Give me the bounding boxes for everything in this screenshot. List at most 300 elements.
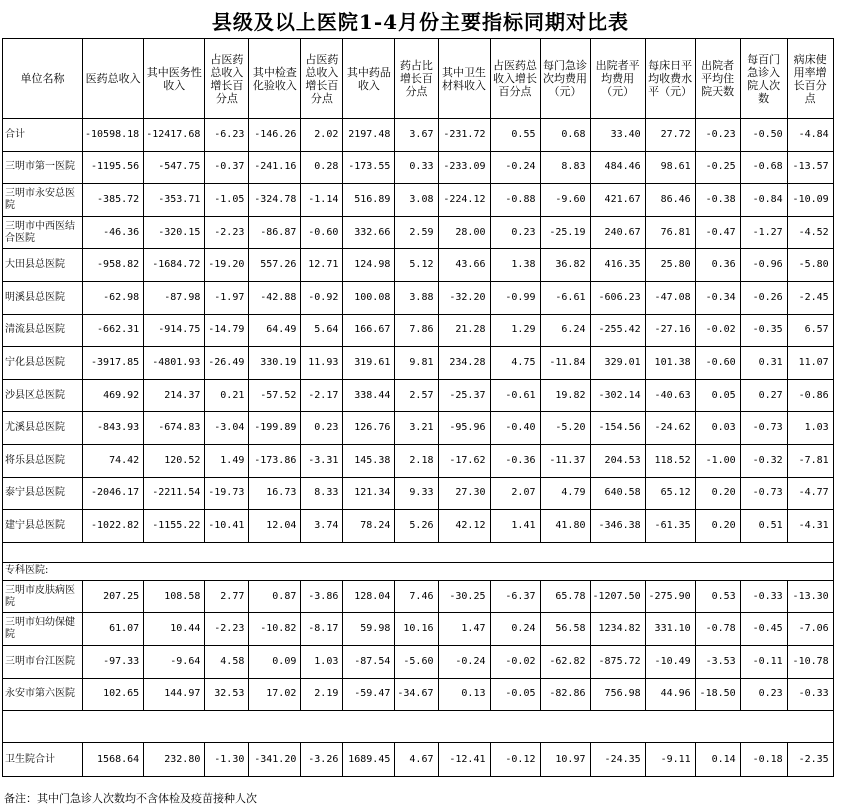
value-cell: -346.38 [590,510,645,543]
value-cell: 329.01 [590,347,645,380]
value-cell: 144.97 [144,678,205,711]
value-cell: -6.37 [490,580,540,613]
value-cell: 100.08 [343,281,395,314]
value-cell: 1.03 [301,645,343,678]
column-header: 占医药总收入增长百分点 [301,39,343,119]
value-cell: -224.12 [438,184,490,217]
value-cell: -0.24 [490,151,540,184]
value-cell: -1.27 [740,216,787,249]
value-cell: 3.74 [301,510,343,543]
value-cell: -24.62 [645,412,695,445]
value-cell: -0.78 [695,613,740,646]
value-cell: -0.02 [695,314,740,347]
value-cell: 7.86 [395,314,438,347]
value-cell: -57.52 [249,379,301,412]
value-cell: 2.59 [395,216,438,249]
value-cell: -2.45 [787,281,833,314]
footnote: 备注：其中门急诊人次数均不含体检及疫苗接种人次 [4,792,257,805]
value-cell: -4.77 [787,477,833,510]
table-row [3,477,834,510]
value-cell: -662.31 [83,314,144,347]
value-cell: -958.82 [83,249,144,282]
value-cell: 28.00 [438,216,490,249]
table-row [3,510,834,543]
unit-name-cell: 将乐县总医院 [3,444,83,477]
value-cell: 0.23 [301,412,343,445]
column-header: 占医药总收入增长百分点 [205,39,249,119]
value-cell: -17.62 [438,444,490,477]
value-cell: 3.21 [395,412,438,445]
value-cell: -3.04 [205,412,249,445]
value-cell: 11.07 [787,347,833,380]
value-cell: -0.38 [695,184,740,217]
value-cell: 0.03 [695,412,740,445]
value-cell: -9.64 [144,645,205,678]
indicator-table [2,38,834,777]
value-cell: 4.75 [490,347,540,380]
value-cell: 1.38 [490,249,540,282]
value-cell: -2.23 [205,613,249,646]
value-cell: 214.37 [144,379,205,412]
value-cell: 0.33 [395,151,438,184]
value-cell: 3.67 [395,119,438,152]
column-header: 其中卫生材料收入 [438,39,490,119]
value-cell: 19.82 [540,379,590,412]
column-header: 单位名称 [3,39,83,119]
value-cell: 120.52 [144,444,205,477]
value-cell: 0.31 [740,347,787,380]
value-cell: -0.37 [205,151,249,184]
unit-name-cell: 宁化县总医院 [3,347,83,380]
value-cell: 240.67 [590,216,645,249]
unit-name-cell: 清流县总医院 [3,314,83,347]
value-cell: 0.14 [695,743,740,777]
value-cell: -0.40 [490,412,540,445]
value-cell: -674.83 [144,412,205,445]
spacer-cell [3,542,834,562]
value-cell: -47.08 [645,281,695,314]
value-cell: -10.09 [787,184,833,217]
value-cell: -0.47 [695,216,740,249]
value-cell: -82.86 [540,678,590,711]
value-cell: -2211.54 [144,477,205,510]
column-header: 出院者平均费用（元） [590,39,645,119]
value-cell: 1.49 [205,444,249,477]
value-cell: 12.71 [301,249,343,282]
unit-name-cell: 三明市妇幼保健院 [3,613,83,646]
value-cell: -0.99 [490,281,540,314]
value-cell: -3.26 [301,743,343,777]
value-cell: -42.88 [249,281,301,314]
value-cell: -1155.22 [144,510,205,543]
value-cell: -86.87 [249,216,301,249]
table-row [3,249,834,282]
column-header: 药占比增长百分点 [395,39,438,119]
value-cell: 0.55 [490,119,540,152]
value-cell: 0.28 [301,151,343,184]
value-cell: -4.84 [787,119,833,152]
value-cell: 108.58 [144,580,205,613]
value-cell: -241.16 [249,151,301,184]
value-cell: -0.18 [740,743,787,777]
value-cell: 126.76 [343,412,395,445]
value-cell: -46.36 [83,216,144,249]
value-cell: -0.84 [740,184,787,217]
value-cell: -27.16 [645,314,695,347]
value-cell: 3.08 [395,184,438,217]
value-cell: -13.30 [787,580,833,613]
value-cell: 78.24 [343,510,395,543]
value-cell: 0.27 [740,379,787,412]
value-cell: 2.18 [395,444,438,477]
value-cell: -95.96 [438,412,490,445]
value-cell: -1022.82 [83,510,144,543]
table-row [3,281,834,314]
value-cell: -0.88 [490,184,540,217]
page-title: 县级及以上医院1-4月份主要指标同期对比表 [211,10,630,34]
value-cell: -32.20 [438,281,490,314]
value-cell: 0.68 [540,119,590,152]
unit-name-cell: 三明市中西医结合医院 [3,216,83,249]
value-cell: 61.07 [83,613,144,646]
value-cell: 12.04 [249,510,301,543]
value-cell: -0.86 [787,379,833,412]
value-cell: -11.84 [540,347,590,380]
value-cell: 330.19 [249,347,301,380]
value-cell: 1.03 [787,412,833,445]
value-cell: 56.58 [540,613,590,646]
table-row [3,119,834,152]
value-cell: 3.88 [395,281,438,314]
value-cell: -10598.18 [83,119,144,152]
value-cell: -302.14 [590,379,645,412]
value-cell: -914.75 [144,314,205,347]
table-row [3,412,834,445]
unit-name-cell: 建宁县总医院 [3,510,83,543]
value-cell: -24.35 [590,743,645,777]
value-cell: -12417.68 [144,119,205,152]
section-row [3,542,834,562]
value-cell: 36.82 [540,249,590,282]
value-cell: -1207.50 [590,580,645,613]
section-row [3,562,834,580]
value-cell: -25.37 [438,379,490,412]
value-cell: -6.23 [205,119,249,152]
value-cell: -6.61 [540,281,590,314]
value-cell: 121.34 [343,477,395,510]
value-cell: 0.20 [695,477,740,510]
value-cell: -0.11 [740,645,787,678]
value-cell: -1.14 [301,184,343,217]
column-header: 出院者平均住院天数 [695,39,740,119]
value-cell: 21.28 [438,314,490,347]
value-cell: -0.92 [301,281,343,314]
value-cell: 204.53 [590,444,645,477]
value-cell: -61.35 [645,510,695,543]
value-cell: 27.72 [645,119,695,152]
value-cell: -14.79 [205,314,249,347]
value-cell: -0.26 [740,281,787,314]
value-cell: -2046.17 [83,477,144,510]
value-cell: 4.67 [395,743,438,777]
value-cell: 2197.48 [343,119,395,152]
value-cell: 319.61 [343,347,395,380]
table-row [3,678,834,711]
value-cell: 128.04 [343,580,395,613]
value-cell: 232.80 [144,743,205,777]
value-cell: -606.23 [590,281,645,314]
value-cell: 1.29 [490,314,540,347]
value-cell: -0.61 [490,379,540,412]
value-cell: 2.07 [490,477,540,510]
table-row [3,444,834,477]
value-cell: -2.35 [787,743,833,777]
value-cell: -62.82 [540,645,590,678]
value-cell: 416.35 [590,249,645,282]
value-cell: 27.30 [438,477,490,510]
value-cell: -231.72 [438,119,490,152]
value-cell: 0.05 [695,379,740,412]
table-row [3,347,834,380]
value-cell: 64.49 [249,314,301,347]
unit-name-cell: 合计 [3,119,83,152]
value-cell: -97.33 [83,645,144,678]
value-cell: -255.42 [590,314,645,347]
table-row [3,580,834,613]
value-cell: 10.16 [395,613,438,646]
value-cell: -12.41 [438,743,490,777]
table-row [3,379,834,412]
value-cell: -324.78 [249,184,301,217]
unit-name-cell: 泰宁县总医院 [3,477,83,510]
value-cell: 33.40 [590,119,645,152]
value-cell: 234.28 [438,347,490,380]
value-cell: -320.15 [144,216,205,249]
value-cell: -0.68 [740,151,787,184]
value-cell: -3.31 [301,444,343,477]
value-cell: 1.47 [438,613,490,646]
value-cell: -87.54 [343,645,395,678]
value-cell: 756.98 [590,678,645,711]
value-cell: 0.53 [695,580,740,613]
unit-name-cell: 三明市永安总医院 [3,184,83,217]
value-cell: -341.20 [249,743,301,777]
table-row [3,645,834,678]
table-row [3,184,834,217]
value-cell: 484.46 [590,151,645,184]
value-cell: -0.33 [740,580,787,613]
value-cell: -1.30 [205,743,249,777]
value-cell: -4.52 [787,216,833,249]
value-cell: -875.72 [590,645,645,678]
value-cell: -2.17 [301,379,343,412]
value-cell: -0.45 [740,613,787,646]
value-cell: 166.67 [343,314,395,347]
value-cell: 2.19 [301,678,343,711]
column-header: 病床使用率增长百分点 [787,39,833,119]
value-cell: 10.44 [144,613,205,646]
value-cell: 332.66 [343,216,395,249]
value-cell: -10.41 [205,510,249,543]
value-cell: 5.12 [395,249,438,282]
value-cell: -4801.93 [144,347,205,380]
unit-name-cell: 三明市第一医院 [3,151,83,184]
column-header: 其中医务性收入 [144,39,205,119]
value-cell: -2.23 [205,216,249,249]
value-cell: -0.50 [740,119,787,152]
value-cell: -173.55 [343,151,395,184]
value-cell: 86.46 [645,184,695,217]
value-cell: -547.75 [144,151,205,184]
value-cell: -3.86 [301,580,343,613]
column-header: 其中检查化验收入 [249,39,301,119]
value-cell: 9.33 [395,477,438,510]
value-cell: -10.49 [645,645,695,678]
value-cell: -1.05 [205,184,249,217]
value-cell: 0.23 [740,678,787,711]
value-cell: -843.93 [83,412,144,445]
value-cell: -11.37 [540,444,590,477]
value-cell: 4.79 [540,477,590,510]
value-cell: -0.32 [740,444,787,477]
value-cell: 76.81 [645,216,695,249]
value-cell: 557.26 [249,249,301,282]
value-cell: -5.60 [395,645,438,678]
value-cell: -18.50 [695,678,740,711]
value-cell: -0.02 [490,645,540,678]
value-cell: -173.86 [249,444,301,477]
value-cell: -13.57 [787,151,833,184]
column-header: 其中药品收入 [343,39,395,119]
value-cell: 0.51 [740,510,787,543]
value-cell: 0.23 [490,216,540,249]
value-cell: 0.13 [438,678,490,711]
value-cell: -9.60 [540,184,590,217]
value-cell: -0.24 [438,645,490,678]
value-cell: 5.26 [395,510,438,543]
value-cell: -1.00 [695,444,740,477]
column-header: 每门急诊次均费用（元） [540,39,590,119]
value-cell: -0.33 [787,678,833,711]
value-cell: 7.46 [395,580,438,613]
value-cell: 0.20 [695,510,740,543]
value-cell: 6.24 [540,314,590,347]
value-cell: -1195.56 [83,151,144,184]
column-header: 占医药总收入增长百分点 [490,39,540,119]
value-cell: -0.35 [740,314,787,347]
value-cell: -30.25 [438,580,490,613]
column-header: 每百门急诊入院人次数 [740,39,787,119]
value-cell: -9.11 [645,743,695,777]
value-cell: 2.57 [395,379,438,412]
value-cell: -87.98 [144,281,205,314]
value-cell: -385.72 [83,184,144,217]
value-cell: 0.24 [490,613,540,646]
value-cell: 32.53 [205,678,249,711]
value-cell: 16.73 [249,477,301,510]
table-row [3,151,834,184]
value-cell: -5.80 [787,249,833,282]
value-cell: 421.67 [590,184,645,217]
value-cell: -40.63 [645,379,695,412]
value-cell: 17.02 [249,678,301,711]
column-header: 每床日平均收费水平（元） [645,39,695,119]
value-cell: -199.89 [249,412,301,445]
value-cell: -0.12 [490,743,540,777]
value-cell: -0.25 [695,151,740,184]
value-cell: 2.02 [301,119,343,152]
value-cell: 74.42 [83,444,144,477]
value-cell: -8.17 [301,613,343,646]
value-cell: 0.09 [249,645,301,678]
section-row [3,711,834,743]
value-cell: 331.10 [645,613,695,646]
value-cell: 102.65 [83,678,144,711]
value-cell: 4.58 [205,645,249,678]
table-row [3,613,834,646]
value-cell: 6.57 [787,314,833,347]
spacer-cell [3,711,834,743]
header-row [3,39,834,119]
value-cell: 207.25 [83,580,144,613]
unit-name-cell: 三明市皮肤病医院 [3,580,83,613]
value-cell: -7.06 [787,613,833,646]
value-cell: -4.31 [787,510,833,543]
value-cell: -34.67 [395,678,438,711]
value-cell: -0.73 [740,412,787,445]
value-cell: 65.78 [540,580,590,613]
value-cell: 118.52 [645,444,695,477]
value-cell: -19.73 [205,477,249,510]
value-cell: 5.64 [301,314,343,347]
value-cell: 338.44 [343,379,395,412]
value-cell: 59.98 [343,613,395,646]
value-cell: 98.61 [645,151,695,184]
value-cell: -0.73 [740,477,787,510]
value-cell: 124.98 [343,249,395,282]
value-cell: -1684.72 [144,249,205,282]
table-row [3,216,834,249]
table-row [3,743,834,777]
value-cell: 42.12 [438,510,490,543]
unit-name-cell: 尤溪县总医院 [3,412,83,445]
value-cell: 25.80 [645,249,695,282]
value-cell: -154.56 [590,412,645,445]
value-cell: 0.36 [695,249,740,282]
value-cell: 0.87 [249,580,301,613]
value-cell: 8.83 [540,151,590,184]
value-cell: 44.96 [645,678,695,711]
unit-name-cell: 永安市第六医院 [3,678,83,711]
value-cell: 43.66 [438,249,490,282]
value-cell: -3.53 [695,645,740,678]
value-cell: -0.60 [301,216,343,249]
value-cell: -7.81 [787,444,833,477]
unit-name-cell: 大田县总医院 [3,249,83,282]
section-label: 专科医院: [3,562,834,580]
value-cell: 2.77 [205,580,249,613]
value-cell: 8.33 [301,477,343,510]
value-cell: 0.21 [205,379,249,412]
unit-name-cell: 沙县区总医院 [3,379,83,412]
value-cell: -10.82 [249,613,301,646]
value-cell: 516.89 [343,184,395,217]
value-cell: -10.78 [787,645,833,678]
value-cell: -0.60 [695,347,740,380]
column-header: 医药总收入 [83,39,144,119]
value-cell: -19.20 [205,249,249,282]
value-cell: 9.81 [395,347,438,380]
